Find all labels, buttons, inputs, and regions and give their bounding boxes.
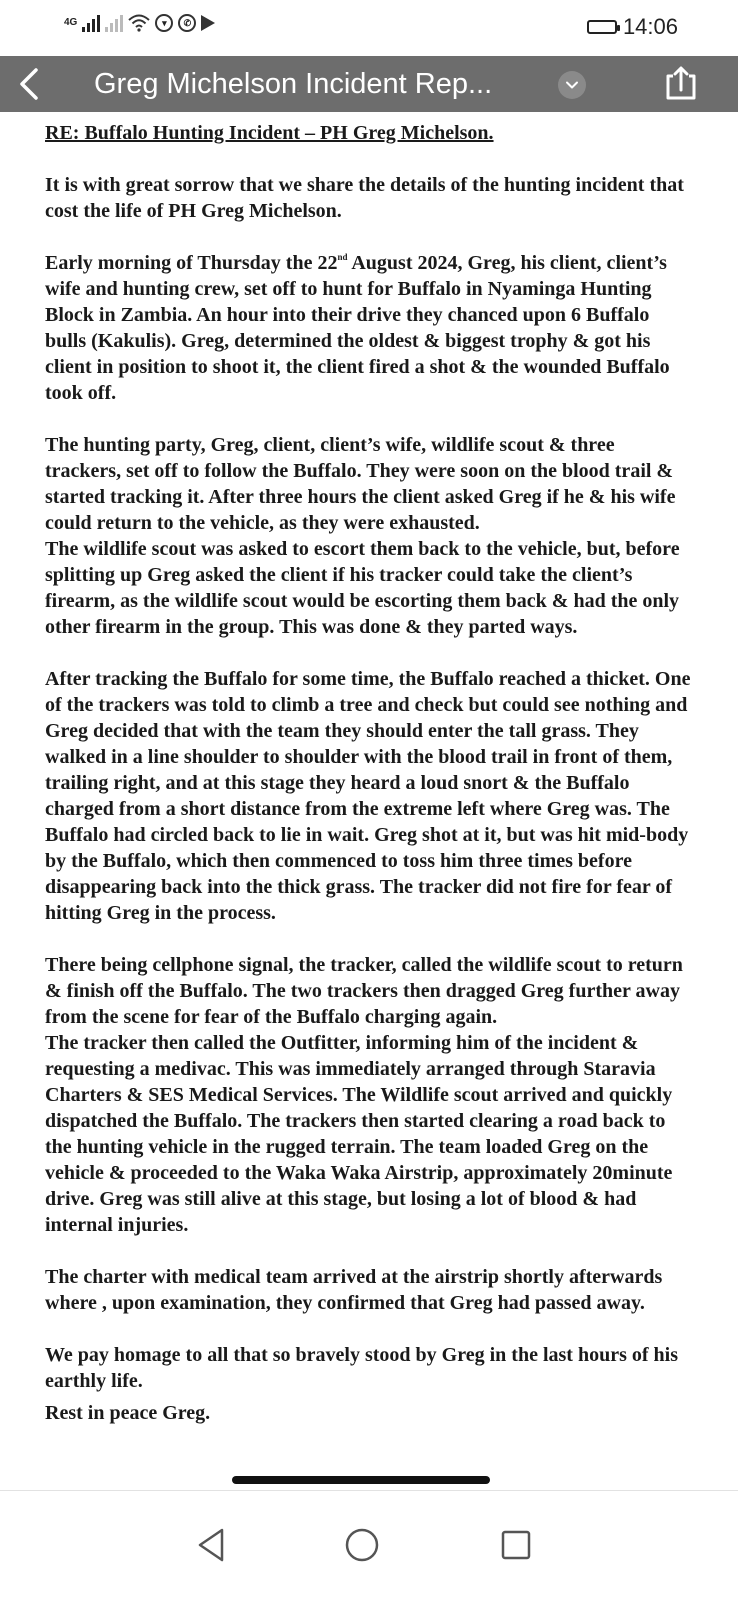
paragraph-charge: After tracking the Buffalo for some time, the Buffalo reached a thicket. One of the trackers was told to climb a tree and check but could see nothing and Greg decided that with the team they should enter the tall grass. They walked in a line shoulder to shoulder with the blood trail in front of them, trailing right, and at this stage they heard a loud snort & the Buffalo charged from a short distance from the extreme left where Greg was. The Buffalo had circled back to lie in wait. Greg shot at it, but was hit mid-body by the Buffalo, which then commenced to toss him three times before disappearing back into the thick grass. The tracker did not fire for fear of hitting Greg in the process. (45, 668, 691, 924)
paragraph-homage: We pay homage to all that so bravely stood by Greg in the last hours of his earthly life. (45, 1344, 678, 1392)
signal-icon (105, 14, 123, 32)
document-body (45, 120, 695, 1426)
paragraph-morning-text-a: Early morning of Thursday the 22 (45, 252, 338, 274)
app-notification-icon: ▾ (155, 14, 173, 32)
paragraph-charter: The charter with medical team arrived at the airstrip shortly afterwards where , upon examination, they confirmed that Greg had passed away. (45, 1266, 663, 1314)
paragraph-intro: It is with great sorrow that we share the details of the hunting incident that cost the life of PH Greg Michelson. (45, 174, 684, 222)
nav-recents-square-icon[interactable] (496, 1525, 536, 1565)
whatsapp-icon: ✆ (178, 14, 196, 32)
battery-icon (587, 20, 617, 34)
paragraph-morning (45, 250, 695, 406)
paragraph-rest-in-peace: Rest in peace Greg. (45, 1402, 211, 1424)
gesture-handle[interactable] (232, 1476, 490, 1484)
status-icons-left (64, 14, 215, 32)
nav-back-triangle-icon[interactable] (192, 1525, 232, 1565)
document-heading: RE: Buffalo Hunting Incident – PH Greg Michelson. (45, 122, 494, 144)
play-icon (201, 15, 215, 31)
nav-home-circle-icon[interactable] (342, 1525, 382, 1565)
app-bar (0, 56, 738, 112)
paragraph-morning-text-b: August 2024, Greg, his client, client’s wife and hunting crew, set off to hunt for Buffalo in Nyaminga Hunting Block in Zambia. An hour into their drive they chanced upon 6 Buffalo bulls (Kakulis). Greg, determined the oldest & biggest trophy & got his client in position to shoot it, the client fired a shot & the wounded Buffalo took off. (45, 252, 670, 404)
status-bar (0, 0, 738, 56)
paragraph-rescue-b: The tracker then called the Outfitter, informing him of the incident & requesting a medivac. This was immediately arranged through Staravia Charters & SES Medical Services. The Wildlife scout arrived and quickly dispatched the Buffalo. The trackers then started clearing a road back to the hunting vehicle in the rugged terrain. The team loaded Greg on the vehicle & proceeded to the Waka Waka Airstrip, approximately 20minute drive. Greg was still alive at this stage, but losing a lot of blood & had internal injuries. (45, 1032, 673, 1236)
paragraph-hunting-party-b: The wildlife scout was asked to escort them back to the vehicle, but, before splitting up Greg asked the client if his tracker could take the client’s firearm, as the wildlife scout would be escorting them back & had the only other firearm in the group. This was done & they parted ways. (45, 538, 680, 638)
paragraph-hunting-party (45, 432, 695, 640)
system-navigation-bar (0, 1491, 738, 1600)
paragraph-rescue-a: There being cellphone signal, the tracker, called the wildlife scout to return & finish off the Buffalo. The two trackers then dragged Greg further away from the scene for fear of the Buffalo charging again. (45, 954, 683, 1028)
paragraph-hunting-party-a: The hunting party, Greg, client, client’s wife, wildlife scout & three trackers, set off to follow the Buffalo. They were soon on the blood trail & started tracking it. After three hours the client asked Greg if he & his wife could return to the vehicle, as they were exhausted. (45, 434, 676, 534)
paragraph-rescue (45, 952, 695, 1238)
wifi-icon (128, 14, 150, 32)
chevron-down-icon (558, 71, 586, 99)
document-title[interactable]: Greg Michelson Incident Rep... (94, 68, 493, 100)
back-arrow-icon[interactable] (8, 62, 52, 106)
status-clock: 14:06 (622, 14, 678, 39)
ordinal-suffix: nd (337, 252, 348, 262)
network-type-label: 4G (64, 17, 78, 28)
title-dropdown-button[interactable] (558, 71, 586, 99)
signal-icon (82, 14, 100, 32)
share-icon[interactable] (660, 64, 702, 106)
status-icons-right (587, 14, 678, 40)
